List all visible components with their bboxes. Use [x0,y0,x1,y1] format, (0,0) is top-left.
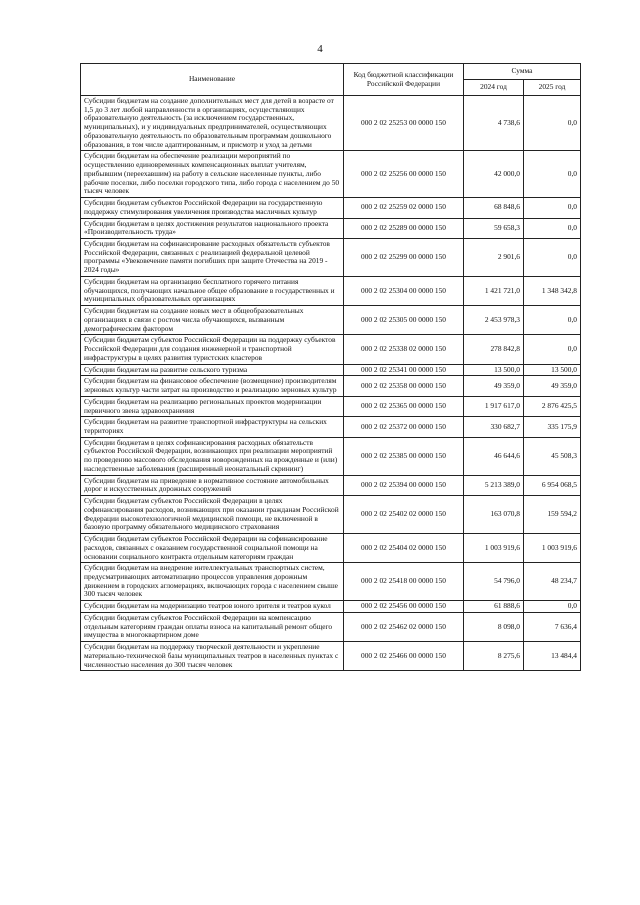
table-row [81,417,581,437]
row-2024-cell: 59 658,3 [464,218,524,238]
row-name-cell: Субсидии бюджетам на организацию бесплатного горячего питания обучающихся, получающих начальное общее образование в государственных и муниципальных образовательных организациях [81,276,344,305]
row-2025-cell: 1 348 342,8 [524,276,581,305]
row-name-cell: Субсидии бюджетам на модернизацию театров юного зрителя и театров кукол [81,601,344,613]
row-2024-cell: 163 070,8 [464,496,524,534]
row-2025-cell: 6 954 068,5 [524,475,581,495]
row-code-cell: 000 2 02 25341 00 0000 150 [344,364,464,376]
table-row [81,306,581,335]
row-2025-cell: 13 484,4 [524,642,581,671]
row-2025-cell: 1 003 919,6 [524,534,581,563]
row-2024-cell: 1 003 919,6 [464,534,524,563]
header-row [81,64,581,80]
row-name-cell: Субсидии бюджетам на развитие сельского туризма [81,364,344,376]
table-row [81,276,581,305]
header-2024: 2024 год [464,80,524,96]
row-2024-cell: 1 421 721,0 [464,276,524,305]
row-name-cell: Субсидии бюджетам в целях достижения результатов национального проекта «Производительность труда» [81,218,344,238]
row-code-cell: 000 2 02 25256 00 0000 150 [344,151,464,198]
row-2024-cell: 1 917 617,0 [464,396,524,416]
budget-table [80,63,581,671]
row-2025-cell: 0,0 [524,198,581,218]
row-code-cell: 000 2 02 25365 00 0000 150 [344,396,464,416]
row-name-cell: Субсидии бюджетам субъектов Российской Федерации в целях софинансирования расходов, возникающих при оказании гражданам Российской Федерации высокотехнологичной медицинской помощи, не включенной в базовую программу обязательного медицинского страхования [81,496,344,534]
row-name-cell: Субсидии бюджетам на создание новых мест в общеобразовательных организациях в связи с ростом числа обучающихся, вызванным демографическим фактором [81,306,344,335]
table-row [81,563,581,601]
row-2025-cell: 0,0 [524,218,581,238]
row-name-cell: Субсидии бюджетам на софинансирование расходных обязательств субъектов Российской Федерации, связанных с реализацией федеральной целевой программы «Увековечение памяти погибших при защите Отечества на 2019 - 2024 годы» [81,239,344,277]
row-code-cell: 000 2 02 25385 00 0000 150 [344,437,464,475]
row-2025-cell: 0,0 [524,96,581,151]
row-2024-cell: 4 738,6 [464,96,524,151]
row-2024-cell: 278 842,8 [464,335,524,364]
header-code: Код бюджетной классификации Российской Федерации [344,64,464,96]
header-sum: Сумма [464,64,581,80]
row-2025-cell: 7 636,4 [524,612,581,641]
table-row [81,198,581,218]
row-2024-cell: 2 453 978,3 [464,306,524,335]
row-2024-cell: 8 275,6 [464,642,524,671]
row-2025-cell: 0,0 [524,335,581,364]
row-code-cell: 000 2 02 25462 02 0000 150 [344,612,464,641]
row-2024-cell: 68 848,6 [464,198,524,218]
row-name-cell: Субсидии бюджетам на финансовое обеспечение (возмещение) производителям зерновых культур части затрат на производство и реализацию зерновых культур [81,376,344,396]
row-name-cell: Субсидии бюджетам на развитие транспортной инфраструктуры на сельских территориях [81,417,344,437]
row-name-cell: Субсидии бюджетам на поддержку творческой деятельности и укрепление материально-технической базы муниципальных театров в населенных пунктах с численностью населения до 300 тысяч человек [81,642,344,671]
row-2025-cell: 2 876 425,5 [524,396,581,416]
row-code-cell: 000 2 02 25394 00 0000 150 [344,475,464,495]
table-row [81,475,581,495]
row-name-cell: Субсидии бюджетам субъектов Российской Федерации на поддержку субъектов Российской Федерации для создания инженерной и транспортной инфраструктуры в целях развития туристских кластеров [81,335,344,364]
table-row [81,335,581,364]
table-row [81,96,581,151]
row-code-cell: 000 2 02 25402 02 0000 150 [344,496,464,534]
row-name-cell: Субсидии бюджетам на приведение в нормативное состояние автомобильных дорог и искусственных дорожных сооружений [81,475,344,495]
header-name: Наименование [81,64,344,96]
row-code-cell: 000 2 02 25404 02 0000 150 [344,534,464,563]
row-2025-cell: 0,0 [524,239,581,277]
row-code-cell: 000 2 02 25253 00 0000 150 [344,96,464,151]
row-2024-cell: 46 644,6 [464,437,524,475]
table-row [81,534,581,563]
row-2024-cell: 330 682,7 [464,417,524,437]
row-code-cell: 000 2 02 25304 00 0000 150 [344,276,464,305]
table-row [81,218,581,238]
row-name-cell: Субсидии бюджетам в целях софинансирования расходных обязательств субъектов Российской Федерации, возникающих при реализации мероприятий по проведению массового обследования новорожденных на врожденные и (или) наследственные заболевания (расширенный неонатальный скрининг) [81,437,344,475]
row-2025-cell: 45 508,3 [524,437,581,475]
row-2025-cell: 49 359,0 [524,376,581,396]
table-row [81,496,581,534]
table-row [81,396,581,416]
row-2024-cell: 49 359,0 [464,376,524,396]
row-code-cell: 000 2 02 25418 00 0000 150 [344,563,464,601]
row-2025-cell: 13 500,0 [524,364,581,376]
table-row [81,437,581,475]
row-2024-cell: 54 796,0 [464,563,524,601]
row-name-cell: Субсидии бюджетам на внедрение интеллектуальных транспортных систем, предусматривающих автоматизацию процессов управления дорожным движением в городских агломерациях, включающих города с населением свыше 300 тысяч человек [81,563,344,601]
row-name-cell: Субсидии бюджетам субъектов Российской Федерации на софинансирование расходов, связанных с оказанием государственной социальной помощи на основании социального контракта отдельным категориям граждан [81,534,344,563]
page-number: 4 [317,43,323,55]
table-row [81,612,581,641]
row-2025-cell: 335 175,9 [524,417,581,437]
row-2025-cell: 159 594,2 [524,496,581,534]
row-2024-cell: 42 000,0 [464,151,524,198]
row-name-cell: Субсидии бюджетам на создание дополнительных мест для детей в возрасте от 1,5 до 3 лет любой направленности в организациях, осуществляющих образовательную деятельность (за исключением государственных, муниципальных), и у индивидуальных предпринимателей, осуществляющих образовательную деятельность по образовательным программам дошкольного образования, в том числе адаптированным, и присмотр и уход за детьми [81,96,344,151]
row-name-cell: Субсидии бюджетам на обеспечение реализации мероприятий по осуществлению единовременных компенсационных выплат учителям, прибывшим (переехавшим) на работу в сельские населенные пункты, либо рабочие поселки, либо поселки городского типа, либо города с населением до 50 тысяч человек [81,151,344,198]
row-code-cell: 000 2 02 25358 00 0000 150 [344,376,464,396]
row-code-cell: 000 2 02 25289 00 0000 150 [344,218,464,238]
row-2025-cell: 48 234,7 [524,563,581,601]
row-code-cell: 000 2 02 25372 00 0000 150 [344,417,464,437]
row-name-cell: Субсидии бюджетам субъектов Российской Федерации на государственную поддержку стимулирования увеличения производства масличных культур [81,198,344,218]
table-row [81,239,581,277]
table-row [81,601,581,613]
row-name-cell: Субсидии бюджетам субъектов Российской Федерации на компенсацию отдельным категориям граждан оплаты взноса на капитальный ремонт общего имущества в многоквартирном доме [81,612,344,641]
row-2024-cell: 2 901,6 [464,239,524,277]
table-row [81,364,581,376]
row-code-cell: 000 2 02 25456 00 0000 150 [344,601,464,613]
table-row [81,642,581,671]
row-code-cell: 000 2 02 25466 00 0000 150 [344,642,464,671]
row-2024-cell: 8 098,0 [464,612,524,641]
row-code-cell: 000 2 02 25305 00 0000 150 [344,306,464,335]
row-code-cell: 000 2 02 25259 02 0000 150 [344,198,464,218]
row-2025-cell: 0,0 [524,601,581,613]
row-2024-cell: 13 500,0 [464,364,524,376]
row-code-cell: 000 2 02 25338 02 0000 150 [344,335,464,364]
header-2025: 2025 год [524,80,581,96]
row-2025-cell: 0,0 [524,306,581,335]
row-code-cell: 000 2 02 25299 00 0000 150 [344,239,464,277]
table-row [81,151,581,198]
row-2024-cell: 5 213 389,0 [464,475,524,495]
row-2025-cell: 0,0 [524,151,581,198]
table-row [81,376,581,396]
row-name-cell: Субсидии бюджетам на реализацию региональных проектов модернизации первичного звена здравоохранения [81,396,344,416]
row-2024-cell: 61 888,6 [464,601,524,613]
